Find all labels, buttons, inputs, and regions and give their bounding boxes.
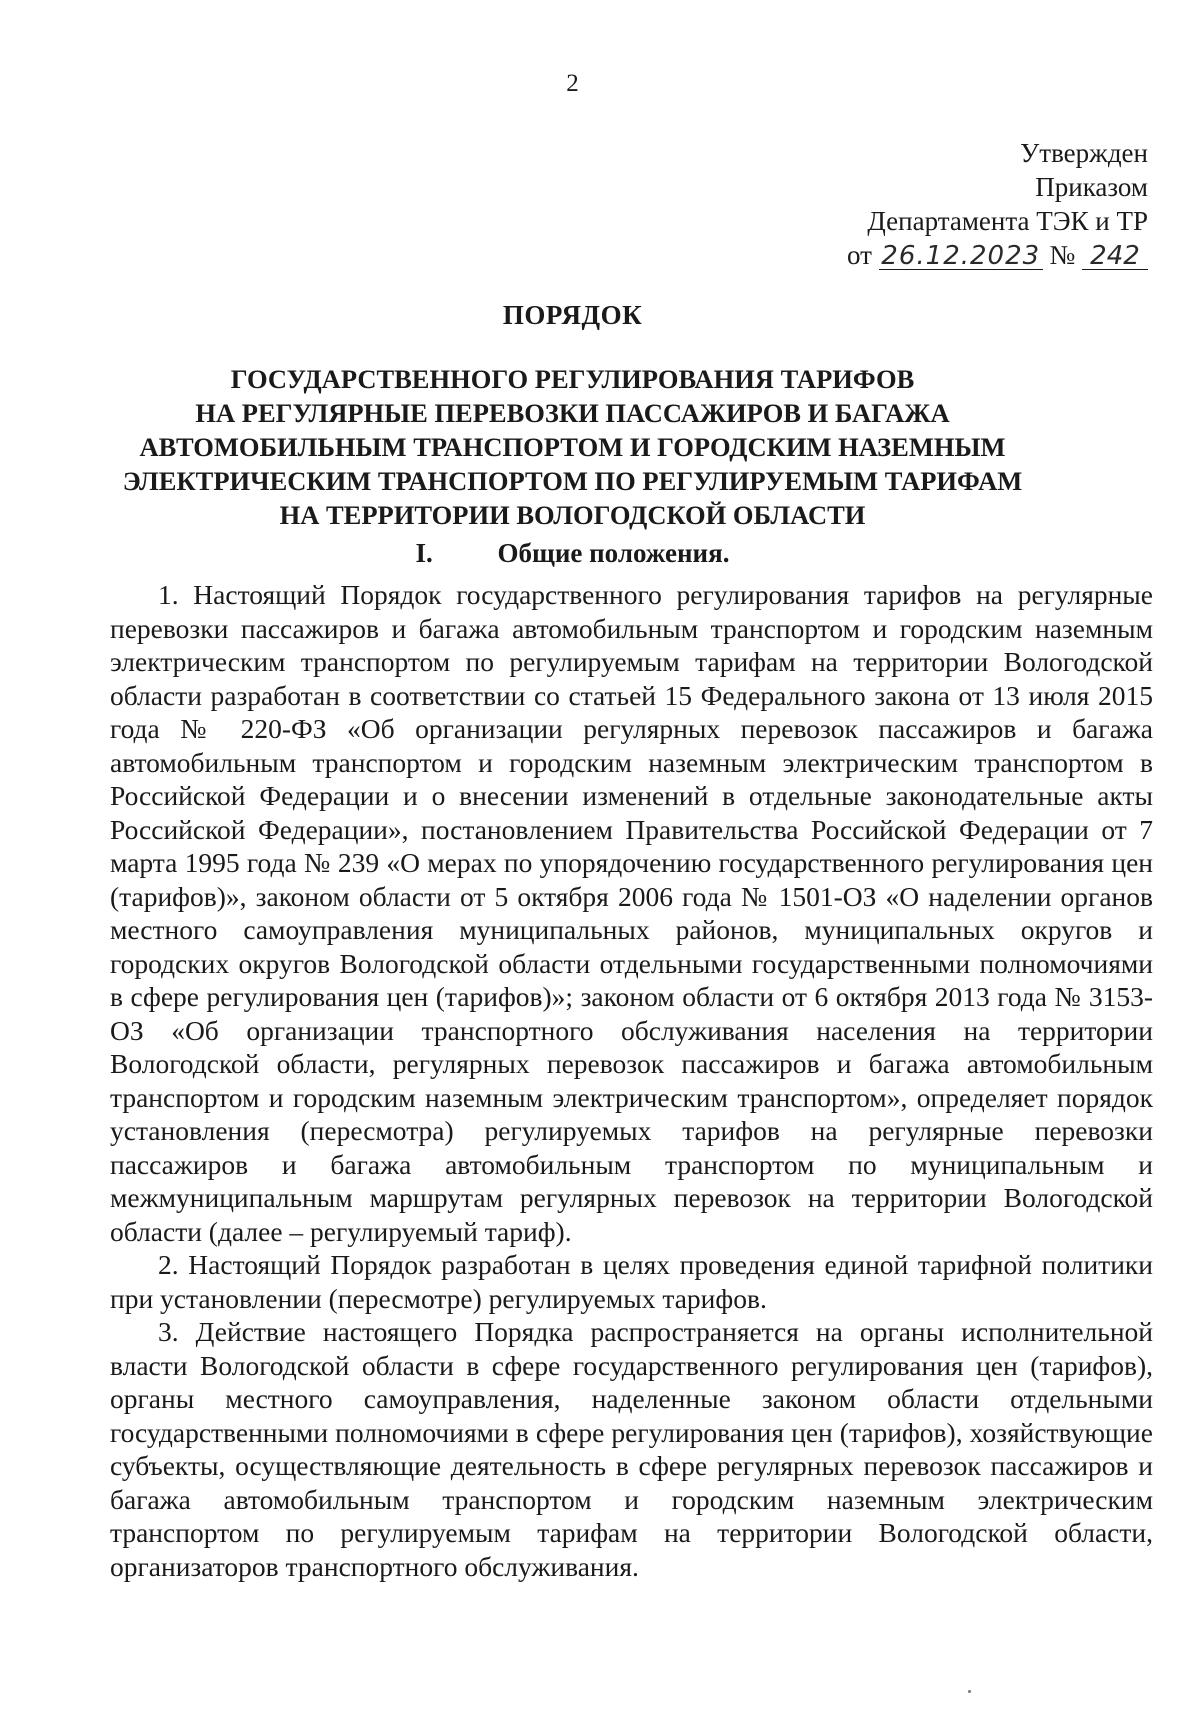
paragraph-3: 3. Действие настоящего Порядка распространяется на органы исполнительной власти Вологодской области в сфере государственного регулирования цен (тарифов), органы местного самоуправления, наделенные законом области отдельными государственными полномочиями в сфере регулирования цен (тарифов), хозяйствующие субъекты, осуществляющие деятельность в сфере регулярных перевозок пассажиров и багажа автомобильным транспортом и городским наземным электрическим транспортом по регулируемым тарифам на территории Вологодской области, организаторов транспортного обслуживания. bbox=[110, 1316, 1153, 1582]
subtitle-line: ГОСУДАРСТВЕННОГО РЕГУЛИРОВАНИЯ ТАРИФОВ bbox=[230, 364, 915, 394]
section-number: I. bbox=[415, 538, 433, 568]
approval-line-approved: Утвержден bbox=[1020, 138, 1148, 168]
approval-block bbox=[728, 136, 1148, 272]
section-heading bbox=[0, 538, 1145, 569]
subtitle-line: ЭЛЕКТРИЧЕСКИМ ТРАНСПОРТОМ ПО РЕГУЛИРУЕМЫМ ТАРИФАМ bbox=[122, 466, 1023, 496]
date-prefix: от bbox=[847, 240, 872, 270]
handwritten-date: 26.12.2023 bbox=[879, 243, 1043, 270]
paragraph-1: 1. Настоящий Порядок государственного регулирования тарифов на регулярные перевозки пассажиров и багажа автомобильным транспортом и городским наземным электрическим транспортом по регулируемым тарифам на территории Вологодской области разработан в соответствии со статьей 15 Федерального закона от 13 июля 2015 года № 220-ФЗ «Об организации регулярных перевозок пассажиров и багажа автомобильным транспортом и городским наземным электрическим транспортом в Российской Федерации и о внесении изменений в отдельные законодательные акты Российской Федерации», постановлением Правительства Российской Федерации от 7 марта 1995 года № 239 «О мерах по упорядочению государственного регулирования цен (тарифов)», законом области от 5 октября 2006 года № 1501-ОЗ «О наделении органов местного самоуправления муниципальных районов, муниципальных округов и городских округов Вологодской области отдельными государственными полномочиями в сфере регулирования цен (тарифов)»; законом области от 6 октября 2013 года № 3153-ОЗ «Об организации транспортного обслуживания населения на территории Вологодской области, регулярных перевозок пассажиров и багажа автомобильным транспортом и городским наземным электрическим транспортом», определяет порядок установления (пересмотра) регулируемых тарифов на регулярные перевозки пассажиров и багажа автомобильным транспортом по муниципальным и межмуниципальным маршрутам регулярных перевозок на территории Вологодской области (далее – регулируемый тариф). bbox=[110, 579, 1153, 1247]
document-subtitle bbox=[80, 362, 1065, 532]
subtitle-line: АВТОМОБИЛЬНЫМ ТРАНСПОРТОМ И ГОРОДСКИМ НАЗЕМНЫМ bbox=[139, 432, 1006, 462]
approval-line-order: Приказом bbox=[1035, 172, 1148, 202]
body-text bbox=[110, 578, 1153, 1583]
subtitle-line: НА ТЕРРИТОРИИ ВОЛОГОДСКОЙ ОБЛАСТИ bbox=[279, 500, 866, 530]
page-number: 2 bbox=[566, 70, 579, 97]
handwritten-number: 242 bbox=[1082, 243, 1148, 270]
section-title: Общие положения. bbox=[497, 538, 730, 568]
scan-speck bbox=[968, 1690, 971, 1693]
number-prefix: № bbox=[1049, 240, 1076, 270]
approval-date-number-line bbox=[728, 238, 1148, 272]
subtitle-line: НА РЕГУЛЯРНЫЕ ПЕРЕВОЗКИ ПАССАЖИРОВ И БАГАЖА bbox=[195, 398, 950, 428]
approval-line-department: Департамента ТЭК и ТР bbox=[867, 206, 1148, 236]
paragraph-2: 2. Настоящий Порядок разработан в целях проведения единой тарифной политики при установлении (пересмотре) регулируемых тарифов. bbox=[110, 1249, 1153, 1314]
document-title: ПОРЯДОК bbox=[502, 300, 643, 330]
